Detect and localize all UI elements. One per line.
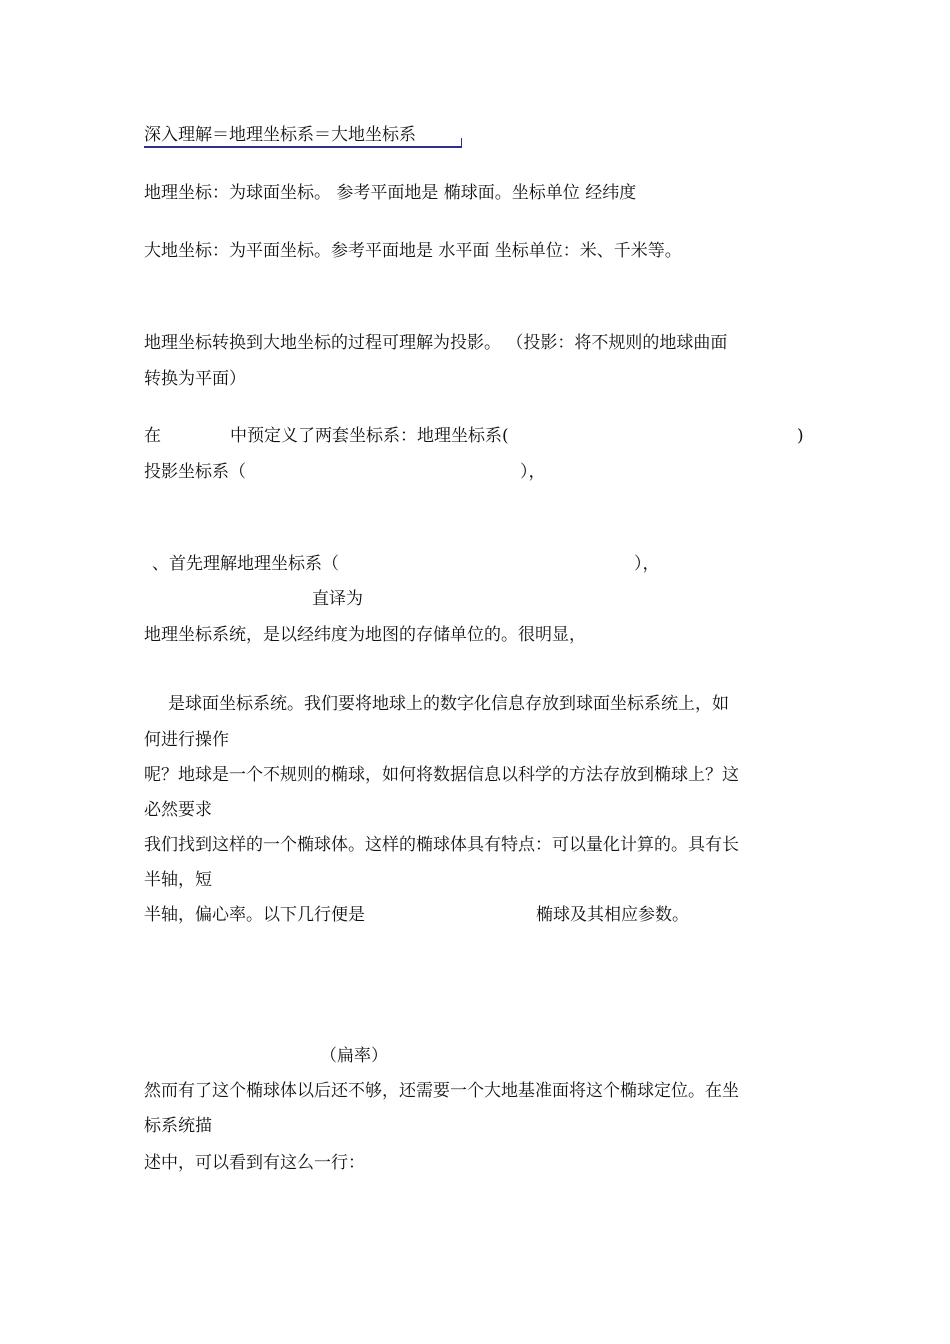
datum-paragraph-line3: 述中，可以看到有这么一行： (144, 1153, 365, 1173)
paragraph-projection-line1: 地理坐标转换到大地坐标的过程可理解为投影。 （投影：将不规则的地球曲面 (144, 333, 728, 353)
ellipsoid-paragraph-line7a: 半轴，偏心率。以下几行便是 (144, 905, 365, 925)
datum-paragraph-line1: 然而有了这个椭球体以后还不够，还需要一个大地基准面将这个椭球定位。在坐 (144, 1081, 739, 1101)
paragraph-geodetic-coords: 大地坐标：为平面坐标。参考平面地是 水平面 坐标单位：米、千米等。 (144, 241, 682, 261)
predefined-close-paren: ) (797, 426, 804, 446)
ellipsoid-paragraph-line6: 半轴，短 (144, 870, 212, 890)
projected-coordsys-open: 投影坐标系（ (144, 462, 246, 482)
section-heading-gcs-close: ）， (634, 554, 660, 574)
ellipsoid-paragraph-line1: 是球面坐标系统。我们要将地球上的数字化信息存放到球面坐标系统上，如 (168, 694, 729, 714)
predefined-zai: 在 (144, 426, 161, 446)
section-heading-gcs-open: 、首先理解地理坐标系（ (152, 554, 339, 574)
title-underline-tick (461, 138, 462, 147)
projected-coordsys-close: ）， (520, 462, 546, 482)
ellipsoid-paragraph-line7b: 椭球及其相应参数。 (536, 905, 689, 925)
ellipsoid-paragraph-line5: 我们找到这样的一个椭球体。这样的椭球体具有特点：可以量化计算的。具有长 (144, 835, 739, 855)
predefined-coordsys-text: 中预定义了两套坐标系：地理坐标系( (230, 426, 509, 446)
paragraph-projection-line2: 转换为平面） (144, 369, 246, 389)
ellipsoid-paragraph-line3: 呢？地球是一个不规则的椭球，如何将数据信息以科学的方法存放到椭球上？这 (144, 765, 739, 785)
paragraph-geographic-coords: 地理坐标：为球面坐标。 参考平面地是 椭球面。坐标单位 经纬度 (144, 183, 637, 203)
flattening-label: （扁率） (320, 1046, 388, 1066)
page-title: 深入理解＝地理坐标系＝大地坐标系 (144, 124, 462, 148)
datum-paragraph-line2: 标系统描 (144, 1116, 212, 1136)
ellipsoid-paragraph-line4: 必然要求 (144, 800, 212, 820)
ellipsoid-paragraph-line2: 何进行操作 (144, 730, 229, 750)
gcs-description: 地理坐标系统，是以经纬度为地图的存储单位的。很明显， (144, 625, 586, 645)
translated-as: 直译为 (312, 589, 363, 609)
